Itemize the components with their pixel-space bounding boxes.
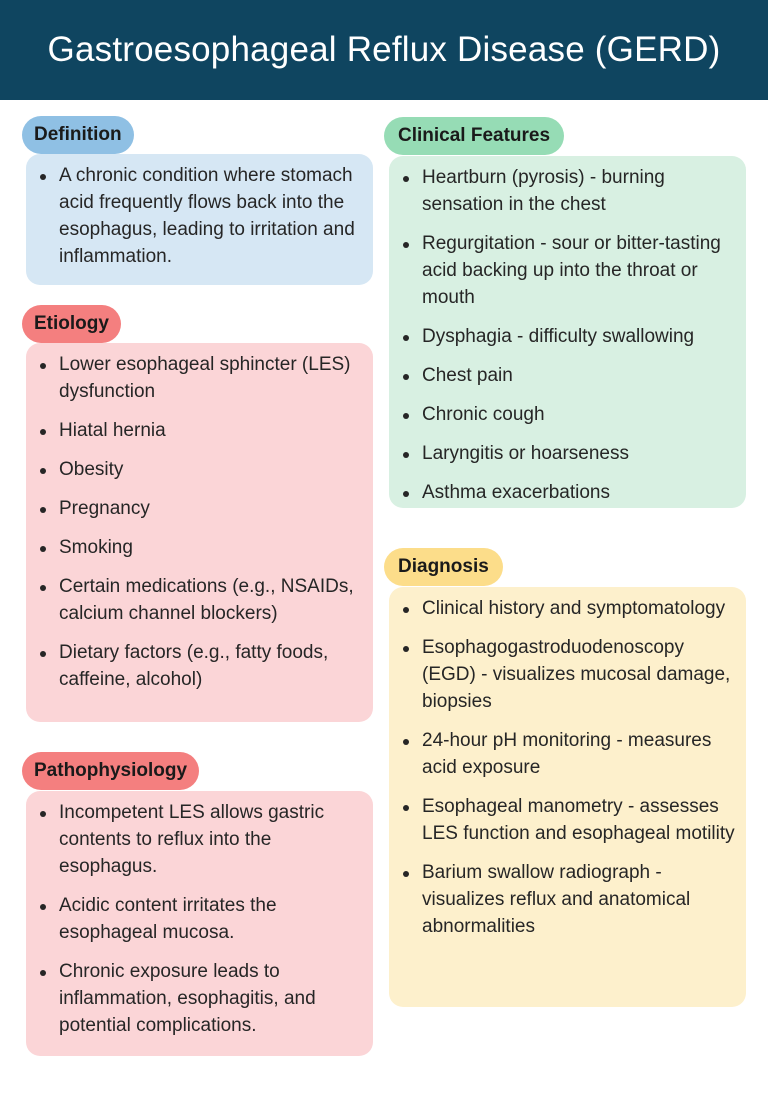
list-item: Esophagogastroduodenoscopy (EGD) - visualizes mucosal damage, biopsies xyxy=(401,634,736,715)
list-item: Incompetent LES allows gastric contents to reflux into the esophagus. xyxy=(38,799,363,880)
list-item: Hiatal hernia xyxy=(38,417,363,444)
list-item: Dysphagia - difficulty swallowing xyxy=(401,323,736,350)
clinical-features-heading: Clinical Features xyxy=(384,117,564,155)
list-item: Chronic exposure leads to inflammation, esophagitis, and potential complications. xyxy=(38,958,363,1039)
list-item: Esophageal manometry - assesses LES function and esophageal motility xyxy=(401,793,736,847)
page-title: Gastroesophageal Reflux Disease (GERD) xyxy=(47,30,721,69)
etiology-list xyxy=(38,351,363,693)
list-item: Laryngitis or hoarseness xyxy=(401,440,736,467)
list-item: Smoking xyxy=(38,534,363,561)
diagnosis-heading: Diagnosis xyxy=(384,548,503,586)
list-item: Dietary factors (e.g., fatty foods, caffeine, alcohol) xyxy=(38,639,363,693)
list-item: Asthma exacerbations xyxy=(401,479,736,506)
list-item: Clinical history and symptomatology xyxy=(401,595,736,622)
list-item: Regurgitation - sour or bitter-tasting acid backing up into the throat or mouth xyxy=(401,230,736,311)
definition-heading: Definition xyxy=(22,116,134,154)
diagnosis-list xyxy=(401,595,736,940)
etiology-card xyxy=(26,343,373,722)
pathophysiology-heading: Pathophysiology xyxy=(22,752,199,790)
page-header xyxy=(0,0,768,100)
list-item: Chest pain xyxy=(401,362,736,389)
clinical-features-list xyxy=(401,164,736,506)
diagnosis-card xyxy=(389,587,746,1007)
list-item: Barium swallow radiograph - visualizes reflux and anatomical abnormalities xyxy=(401,859,736,940)
clinical-features-card xyxy=(389,156,746,508)
list-item: Chronic cough xyxy=(401,401,736,428)
list-item: Pregnancy xyxy=(38,495,363,522)
etiology-heading: Etiology xyxy=(22,305,121,343)
list-item: A chronic condition where stomach acid frequently flows back into the esophagus, leading to irritation and inflammation. xyxy=(38,162,363,270)
list-item: Certain medications (e.g., NSAIDs, calcium channel blockers) xyxy=(38,573,363,627)
list-item: 24-hour pH monitoring - measures acid exposure xyxy=(401,727,736,781)
definition-list xyxy=(38,162,363,270)
list-item: Heartburn (pyrosis) - burning sensation in the chest xyxy=(401,164,736,218)
list-item: Acidic content irritates the esophageal mucosa. xyxy=(38,892,363,946)
list-item: Obesity xyxy=(38,456,363,483)
definition-card xyxy=(26,154,373,285)
list-item: Lower esophageal sphincter (LES) dysfunction xyxy=(38,351,363,405)
pathophysiology-list xyxy=(38,799,363,1039)
pathophysiology-card xyxy=(26,791,373,1056)
